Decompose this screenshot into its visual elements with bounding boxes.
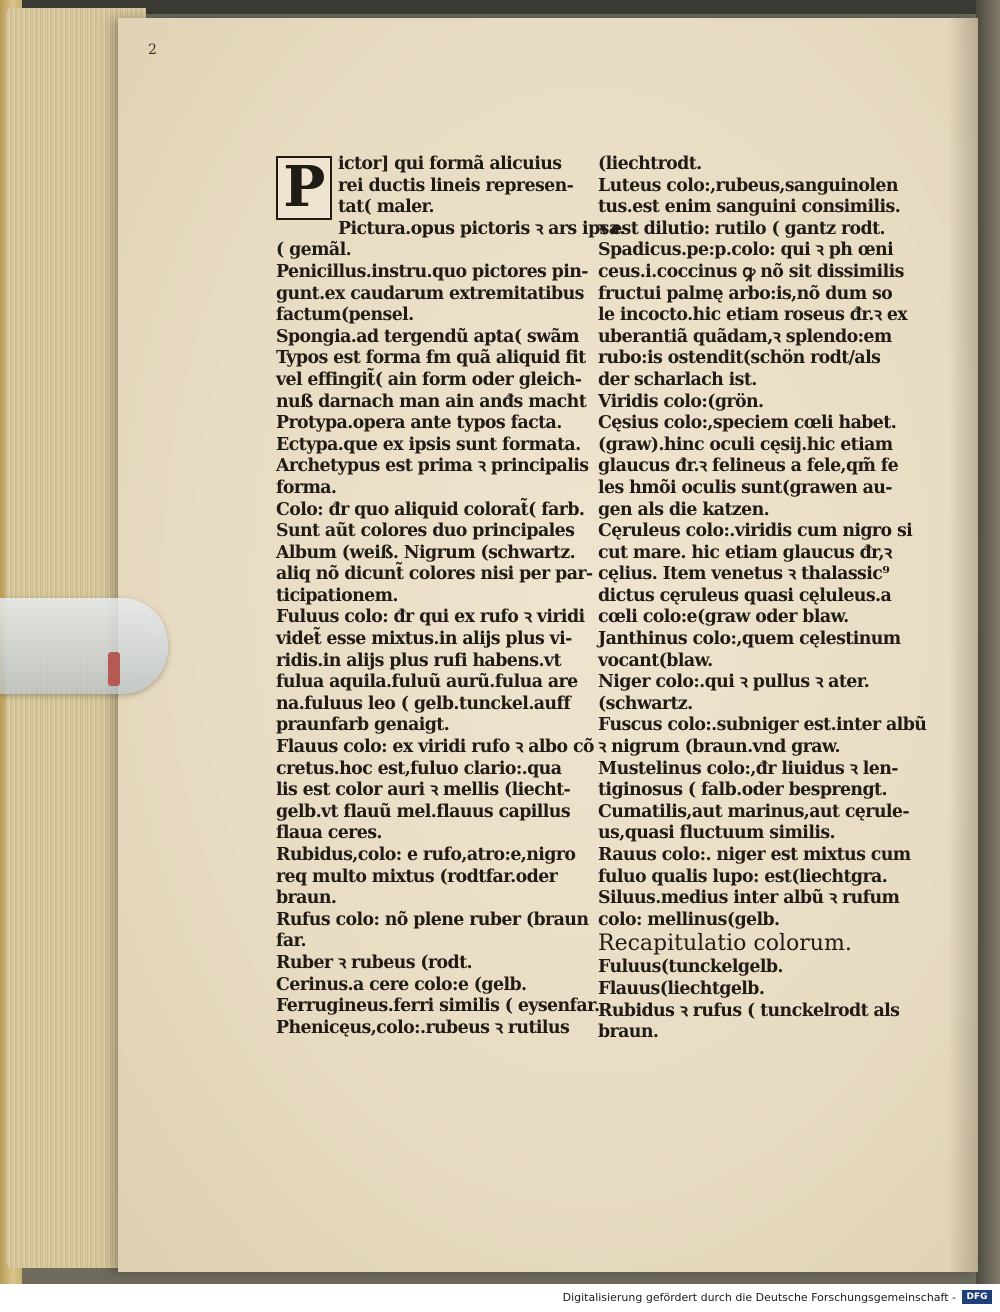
text-line: Cumatilis,aut marinus,aut cęrule-: [598, 801, 909, 822]
text-line: (graw).hinc oculi cęsij.hic etiam: [598, 434, 893, 455]
text-line: braun.: [276, 888, 337, 909]
text-line: fructui palmę arbo:is,nõ dum so: [598, 283, 893, 304]
text-line: factum(pensel.: [276, 305, 414, 326]
text-line: cęlius. Item venetus ꝛ thalassic⁹: [598, 564, 890, 585]
recap-line: Fuluus(tunckelgelb.: [598, 957, 783, 978]
text-line: rubo:is ostendit(schön rodt/als: [598, 348, 881, 369]
text-line: le incocto.hic etiam roseus đr.ꝛ ex: [598, 305, 908, 326]
book-top-edge: [0, 0, 1000, 14]
recap-line: Flauus(liechtgelb.: [598, 978, 765, 999]
text-line: nuß darnach man ain anđs macht: [276, 391, 587, 412]
text-line: Ferrugineus.ferri similis ( eysenfar.: [276, 996, 600, 1017]
text-line: Janthinus colo:,quem cęlestinum: [598, 629, 901, 650]
decorated-initial: P: [276, 156, 332, 220]
text-line: Archetypus est prima ꝛ principalis: [276, 456, 589, 477]
recap-line: Rubidus ꝛ rufus ( tunckelrodt als: [598, 1000, 900, 1021]
text-line: (liechtrodt.: [598, 154, 702, 174]
text-line: videt̃ esse mixtus.in alijs plus vi-: [276, 629, 572, 650]
text-line: Flauus colo: ex viridi rufo ꝛ albo cõ: [276, 737, 594, 758]
text-line: glaucus đr.ꝛ felineus a fele,qm̃ fe: [598, 456, 899, 477]
text-line: aliq nõ dicunt̃ colores nisi per par-: [276, 564, 593, 585]
text-line: Niger colo:.qui ꝛ pullus ꝛ ater.: [598, 672, 870, 693]
text-line: Penicillus.instru.quo pictores pin-: [276, 261, 588, 282]
text-line: uberantiã quãdam,ꝛ splendo:em: [598, 326, 892, 347]
text-line: cut mare. hic etiam glaucus đr,ꝛ: [598, 542, 892, 563]
text-line: far.: [276, 931, 306, 952]
text-line: flaua ceres.: [276, 823, 382, 844]
text-line: (schwartz.: [598, 693, 693, 714]
text-line: tus.est enim sanguini consimilis.: [598, 197, 901, 218]
text-line: gelb.vt flauũ mel.flauus capillus: [276, 801, 571, 822]
text-line: Protypa.opera ante typos facta.: [276, 413, 562, 434]
text-line: ictor] qui formã alicuius: [338, 154, 562, 174]
text-line: Sunt aũt colores duo principales: [276, 521, 575, 542]
text-line: dictus cęruleus quasi cęluleus.a: [598, 585, 892, 606]
dfg-logo: DFG: [962, 1290, 992, 1304]
text-line: Siluus.medius inter albũ ꝛ rufum: [598, 888, 900, 909]
text-line: tiginosus ( falb.oder besprengt.: [598, 780, 887, 801]
text-line: Luteus colo:,rubeus,sanguinolen: [598, 175, 898, 196]
text-line: fuluo qualis lupo: est(liechtgra.: [598, 866, 888, 887]
page-marker: 2: [148, 42, 157, 58]
text-line: fulua aquila.fuluũ aurũ.fulua are: [276, 672, 578, 693]
text-line: forma.: [276, 477, 337, 498]
text-line: gunt.ex caudarum extremitatibus: [276, 283, 584, 304]
bookmark-clip: [0, 598, 168, 694]
red-tab-mark: [108, 652, 120, 686]
text-line: Fuluus colo: đr qui ex rufo ꝛ viridi: [276, 607, 585, 628]
text-line: Spadicus.pe:p.colo: qui ꝛ ph œni: [598, 240, 894, 261]
text-line: Cęsius colo:,speciem cœli habet.: [598, 413, 897, 434]
text-line: req multo mixtus (rodtfar.oder: [276, 866, 558, 887]
text-line: lis est color auri ꝛ mellis (liecht-: [276, 780, 571, 801]
text-line: us,quasi fluctuum similis.: [598, 823, 835, 844]
digitization-footer: [0, 1284, 1000, 1312]
text-line: tat( maler.: [338, 197, 434, 218]
text-line: Mustelinus colo:,đr liuidus ꝛ len-: [598, 758, 898, 779]
text-line: Ruber ꝛ rubeus (rodt.: [276, 952, 472, 973]
text-line: Ectypa.que ex ipsis sunt formata.: [276, 434, 581, 455]
page-gutter-shadow: [948, 18, 978, 1272]
text-line: ( gemãl.: [276, 240, 352, 261]
text-line: Viridis colo:(grön.: [598, 391, 764, 412]
recap-line: braun.: [598, 1022, 659, 1043]
text-line: Album (weiß. Nigrum (schwartz.: [276, 542, 576, 563]
text-line: Colo: đr quo aliquid colorat̃( farb.: [276, 499, 585, 520]
recap-heading: Recapitulatio colorum.: [598, 931, 852, 957]
text-line: vel effingit̃( ain form oder gleich-: [276, 369, 582, 390]
text-line: Cerinus.a cere colo:e (gelb.: [276, 974, 527, 995]
text-line: cœli colo:e(graw oder blaw.: [598, 607, 849, 628]
text-line: Spongia.ad tergendũ apta( swãm: [276, 326, 579, 347]
text-line: ceus.i.coccinus ꝙ nõ sit dissimilis: [598, 261, 904, 282]
right-text-column: [598, 154, 927, 1044]
text-line: Pictura.opus pictoris ꝛ ars ipsa.: [338, 218, 625, 239]
text-line: Fuscus colo:.subniger est.inter albũ: [598, 715, 927, 736]
text-line: ꝛ nigrum (braun.vnd graw.: [598, 737, 840, 758]
text-line: Phenicęus,colo:.rubeus ꝛ rutilus: [276, 1017, 570, 1038]
text-line: rei ductis lineis represen-: [338, 175, 574, 196]
text-line: Rauus colo:. niger est mixtus cum: [598, 845, 911, 865]
text-line: ticipationem.: [276, 585, 398, 606]
text-line: colo: mellinus(gelb.: [598, 909, 780, 930]
text-line: na.fuluus leo ( gelb.tunckel.auff: [276, 693, 571, 714]
text-line: gen als die katzen.: [598, 499, 770, 520]
text-line: Rubidus,colo: e rufo,atro:e,nigro: [276, 845, 576, 865]
text-line: les hmõi oculis sunt(grawen au-: [598, 477, 892, 498]
text-line: ꝛ est dilutio: rutilo ( gantz rodt.: [598, 218, 886, 239]
text-line: Typos est forma ẜm quã aliquid fit: [276, 348, 586, 369]
footer-credit-text: Digitalisierung gefördert durch die Deutsche Forschungsgemeinschaft -: [562, 1291, 956, 1304]
text-line: der scharlach ist.: [598, 369, 757, 390]
text-line: ridis.in alijs plus rufi habens.vt: [276, 650, 561, 671]
text-line: cretus.hoc est,fuluo clario:.qua: [276, 758, 562, 779]
text-line: praunfarb genaigt.: [276, 715, 450, 736]
facing-page-edge: [976, 0, 1000, 1284]
text-line: vocant(blaw.: [598, 650, 713, 671]
left-text-column: [276, 154, 625, 1039]
text-line: Rufus colo: nõ plene ruber (braun: [276, 909, 589, 930]
text-line: Cęruleus colo:.viridis cum nigro si: [598, 521, 913, 542]
